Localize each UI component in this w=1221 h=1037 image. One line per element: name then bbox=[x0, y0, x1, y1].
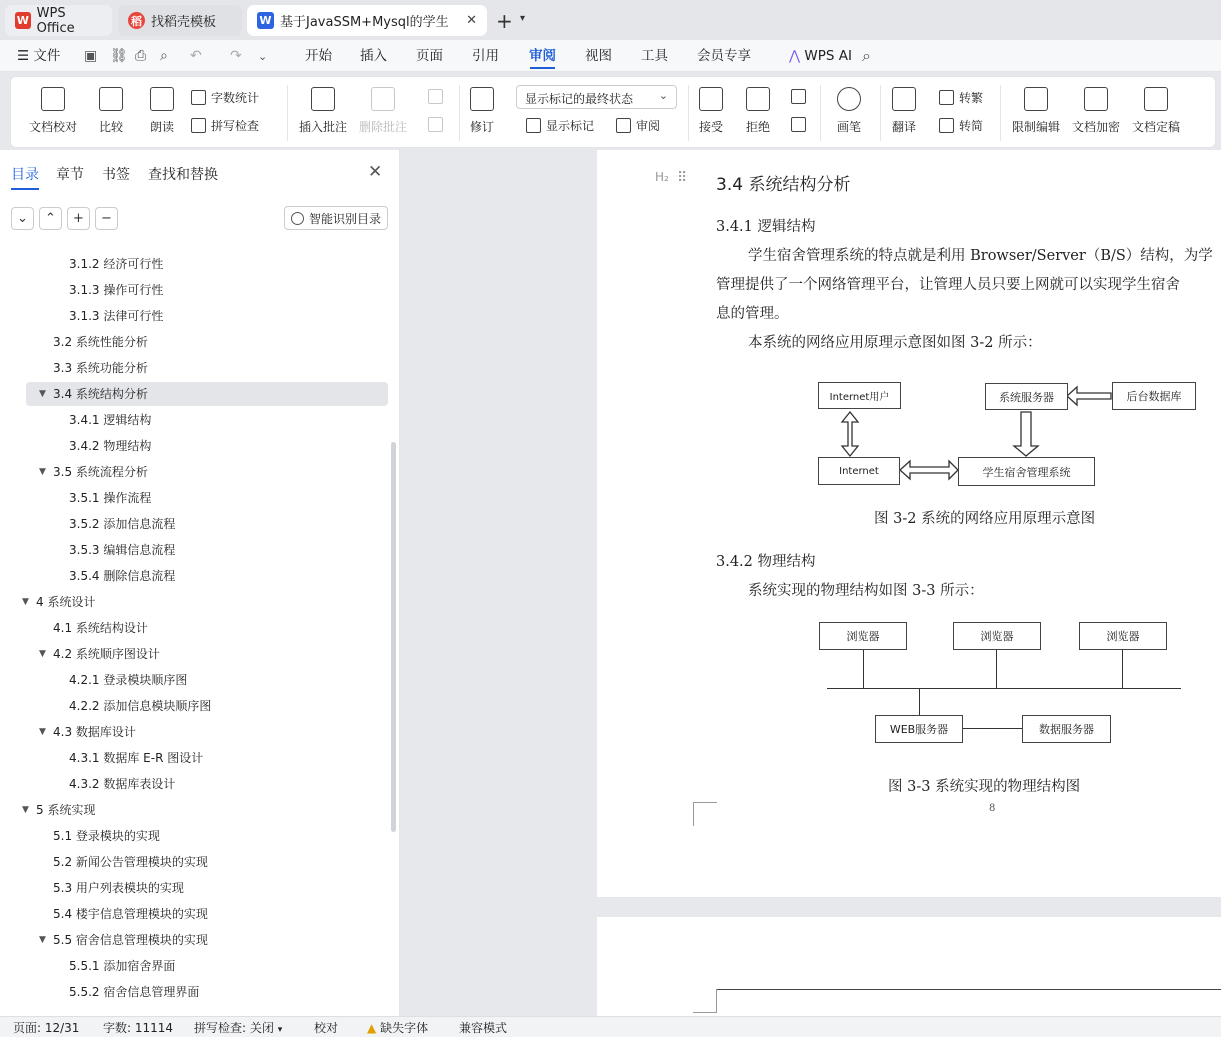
document-page bbox=[597, 917, 1221, 1016]
show-markup-button[interactable] bbox=[526, 117, 594, 134]
toc-item[interactable] bbox=[0, 746, 388, 770]
toc-scrollbar[interactable] bbox=[391, 442, 396, 832]
review-pane-label: 审阅 bbox=[636, 119, 661, 133]
ribbon-separator bbox=[820, 85, 821, 141]
prev-change-button[interactable] bbox=[791, 89, 811, 104]
toc-item-label: 3.1.2 经济可行性 bbox=[69, 257, 164, 271]
close-tab-icon[interactable]: ✕ bbox=[466, 13, 477, 28]
toc-item[interactable] bbox=[0, 850, 388, 874]
toc-item[interactable] bbox=[0, 824, 388, 848]
margin-mark bbox=[716, 989, 717, 1013]
toc-item-label: 3.4.1 逻辑结构 bbox=[69, 413, 152, 427]
data-server-box: 数据服务器 bbox=[1022, 715, 1111, 743]
next-comment-button[interactable] bbox=[428, 117, 448, 132]
menu-insert[interactable]: 插入 bbox=[360, 48, 387, 64]
save-icon[interactable]: ▣ bbox=[84, 48, 98, 64]
ink-button[interactable] bbox=[837, 87, 861, 135]
document-page bbox=[597, 150, 1221, 897]
review-ribbon bbox=[10, 76, 1216, 148]
encrypt-icon bbox=[1084, 87, 1108, 111]
toc-item[interactable] bbox=[0, 252, 388, 276]
smart-toc-icon bbox=[291, 212, 304, 225]
encrypt-label: 文档加密 bbox=[1072, 120, 1121, 134]
toc-item[interactable] bbox=[0, 928, 388, 952]
paragraph-line: 系统实现的物理结构如图 3-3 所示： bbox=[748, 583, 984, 599]
toc-item-label: 5 系统实现 bbox=[36, 803, 96, 817]
doc-proofread-button[interactable] bbox=[29, 87, 77, 135]
heading-level-marker: H₂ bbox=[655, 170, 669, 184]
tab-document[interactable] bbox=[247, 5, 487, 36]
read-aloud-icon bbox=[150, 87, 174, 111]
toc-item[interactable] bbox=[0, 980, 388, 1004]
toc-item[interactable] bbox=[0, 616, 388, 640]
toc-item[interactable] bbox=[0, 486, 388, 510]
accept-label: 接受 bbox=[699, 120, 724, 134]
subsection-heading: 3.4.1 逻辑结构 bbox=[716, 219, 816, 235]
menu-member[interactable]: 会员专享 bbox=[697, 48, 751, 64]
toc-item-label: 3.5.4 删除信息流程 bbox=[69, 569, 176, 583]
toc-item[interactable] bbox=[0, 512, 388, 536]
word-doc-icon: W bbox=[257, 12, 274, 29]
tab-daoke-templates[interactable] bbox=[118, 5, 242, 36]
toc-item[interactable] bbox=[0, 330, 388, 354]
reject-button[interactable] bbox=[746, 87, 770, 135]
toc-item-label: 3.4.2 物理结构 bbox=[69, 439, 152, 453]
tab-label: WPS Office bbox=[36, 5, 75, 36]
toc-item-label: 3.5.1 操作流程 bbox=[69, 491, 152, 505]
figure-caption: 图 3-2 系统的网络应用原理示意图 bbox=[874, 511, 1096, 527]
margin-mark bbox=[693, 802, 717, 803]
to-traditional-button[interactable] bbox=[939, 89, 983, 106]
track-changes-icon bbox=[470, 87, 494, 111]
next-change-icon bbox=[791, 117, 806, 132]
paragraph-line: 管理提供了一个网络管理平台，让管理人员只要上网就可以实现学生宿舍 bbox=[716, 277, 1180, 293]
tab-wps-office[interactable] bbox=[5, 5, 112, 36]
system-server-box: 系统服务器 bbox=[985, 383, 1068, 410]
toc-item[interactable] bbox=[0, 954, 388, 978]
missing-font-status[interactable] bbox=[367, 1019, 428, 1036]
double-arrow-vertical bbox=[842, 412, 858, 456]
redo-icon[interactable]: ↷ bbox=[230, 48, 242, 64]
chevron-down-icon: ⌄ bbox=[658, 89, 668, 102]
paragraph-line: 本系统的网络应用原理示意图如图 3-2 所示： bbox=[748, 335, 1042, 351]
track-changes-button[interactable] bbox=[470, 87, 494, 135]
undo-icon[interactable]: ↶ bbox=[190, 48, 202, 64]
proofread-icon bbox=[41, 87, 65, 111]
simplified-icon bbox=[939, 118, 954, 133]
word-count-button[interactable] bbox=[191, 89, 259, 106]
toc-item[interactable] bbox=[0, 356, 388, 380]
to-simplified-label: 转简 bbox=[959, 119, 984, 133]
wps-logo-icon: W bbox=[16, 14, 29, 27]
insert-comment-icon bbox=[311, 87, 335, 111]
print-preview-icon[interactable]: ⌕ bbox=[160, 48, 168, 64]
add-heading-button[interactable]: + bbox=[67, 207, 90, 230]
tab-label: 找稻壳模板 bbox=[151, 15, 217, 30]
toc-item-label: 3.3 系统功能分析 bbox=[53, 361, 148, 375]
new-tab-button[interactable]: + bbox=[496, 9, 513, 33]
toc-item-label: 3.5.2 添加信息流程 bbox=[69, 517, 176, 531]
spell-check-icon bbox=[191, 118, 206, 133]
review-pane-icon bbox=[616, 118, 631, 133]
toc-item[interactable] bbox=[0, 538, 388, 562]
toc-item-label: 5.5.2 宿舍信息管理界面 bbox=[69, 985, 200, 999]
smart-toc-label: 智能识别目录 bbox=[308, 211, 381, 226]
markup-state-value: 显示标记的最终状态 bbox=[525, 92, 634, 106]
collapse-up-button[interactable]: ⌃ bbox=[39, 207, 62, 230]
quick-access-chevron-icon[interactable]: ⌄ bbox=[258, 50, 268, 63]
next-comment-icon bbox=[428, 117, 443, 132]
toc-item-label: 4 系统设计 bbox=[36, 595, 96, 609]
print-icon[interactable]: ⎙ bbox=[135, 48, 147, 64]
ribbon-separator bbox=[459, 85, 460, 141]
toc-item[interactable] bbox=[0, 408, 388, 432]
connector-line bbox=[863, 649, 864, 688]
compare-label: 比较 bbox=[99, 120, 124, 134]
toc-item[interactable] bbox=[0, 590, 388, 614]
word-count-icon bbox=[191, 90, 206, 105]
read-aloud-button[interactable] bbox=[150, 87, 174, 135]
menu-reference[interactable]: 引用 bbox=[472, 48, 499, 64]
toc-item-label: 4.1 系统结构设计 bbox=[53, 621, 148, 635]
toc-item[interactable] bbox=[0, 720, 388, 744]
translate-icon bbox=[892, 87, 916, 111]
drag-handle-icon[interactable]: ⠿ bbox=[677, 170, 688, 186]
status-bar bbox=[0, 1016, 1221, 1037]
toc-item-label: 5.3 用户列表模块的实现 bbox=[53, 881, 184, 895]
prev-change-icon bbox=[791, 89, 806, 104]
backend-database-box: 后台数据库 bbox=[1112, 382, 1196, 410]
review-pane-button[interactable] bbox=[616, 117, 660, 134]
show-markup-label: 显示标记 bbox=[546, 119, 595, 133]
toc-item-label: 3.1.3 法律可行性 bbox=[69, 309, 164, 323]
toc-item[interactable] bbox=[0, 876, 388, 900]
spell-check-label: 拼写检查 bbox=[211, 119, 260, 133]
toc-item-label: 3.5.3 编辑信息流程 bbox=[69, 543, 176, 557]
arrow-left bbox=[1067, 387, 1111, 405]
toc-item-label: 3.1.3 操作可行性 bbox=[69, 283, 164, 297]
connector-line bbox=[996, 649, 997, 688]
page-number: 8 bbox=[989, 803, 996, 814]
toc-item[interactable] bbox=[0, 564, 388, 588]
section-heading: 3.4 系统结构分析 bbox=[716, 175, 851, 195]
delete-comment-button[interactable] bbox=[359, 87, 407, 135]
daoke-logo-icon: 稻 bbox=[128, 12, 145, 29]
insert-comment-button[interactable] bbox=[299, 87, 347, 135]
toc-item[interactable] bbox=[0, 434, 388, 458]
tab-sections[interactable]: 章节 bbox=[56, 167, 84, 183]
toc-item[interactable] bbox=[0, 642, 388, 666]
file-menu[interactable]: ☰ 文件 bbox=[17, 48, 61, 64]
ribbon-separator bbox=[1000, 85, 1001, 141]
margin-mark bbox=[693, 802, 694, 826]
delete-comment-icon bbox=[371, 87, 395, 111]
close-icon[interactable]: ✕ bbox=[368, 162, 383, 182]
menu-start[interactable]: 开始 bbox=[305, 48, 332, 64]
toc-item[interactable] bbox=[0, 668, 388, 692]
toc-item[interactable] bbox=[0, 460, 388, 484]
spell-check-button[interactable] bbox=[191, 117, 259, 134]
margin-mark bbox=[693, 1012, 717, 1013]
double-arrow-horizontal bbox=[900, 461, 958, 479]
toc-item[interactable] bbox=[0, 304, 388, 328]
tab-bookmarks[interactable]: 书签 bbox=[102, 167, 130, 183]
read-aloud-label: 朗读 bbox=[150, 120, 175, 134]
show-markup-icon bbox=[526, 118, 541, 133]
traditional-icon bbox=[939, 90, 954, 105]
toc-item-label: 5.2 新闻公告管理模块的实现 bbox=[53, 855, 208, 869]
ribbon-separator bbox=[287, 85, 288, 141]
toc-item-label: 5.5 宿舍信息管理模块的实现 bbox=[53, 933, 208, 947]
toc-item-label: 5.1 登录模块的实现 bbox=[53, 829, 160, 843]
expand-arrow-icon[interactable]: ▼ bbox=[22, 597, 29, 607]
bus-line bbox=[827, 688, 1181, 689]
toc-item-label: 4.3 数据库设计 bbox=[53, 725, 136, 739]
word-count-status[interactable]: 字数: 11114 bbox=[103, 1021, 174, 1035]
toc-item-label: 4.3.1 数据库 E-R 图设计 bbox=[69, 751, 204, 765]
finalize-label: 文档定稿 bbox=[1132, 120, 1181, 134]
connector-line bbox=[962, 728, 1022, 729]
insert-comment-label: 插入批注 bbox=[299, 120, 348, 134]
toc-item-label: 3.4 系统结构分析 bbox=[53, 387, 148, 401]
expand-arrow-icon[interactable]: ▼ bbox=[22, 805, 29, 815]
menu-page[interactable]: 页面 bbox=[416, 48, 443, 64]
tab-label: 基于JavaSSM+Mysql的学生 bbox=[280, 15, 449, 30]
ribbon-separator bbox=[880, 85, 881, 141]
tab-find-replace[interactable]: 查找和替换 bbox=[148, 167, 218, 183]
toc-item-label: 4.2 系统顺序图设计 bbox=[53, 647, 160, 661]
menu-bar bbox=[0, 40, 1221, 72]
encrypt-button[interactable] bbox=[1072, 87, 1120, 135]
toc-item-label: 4.3.2 数据库表设计 bbox=[69, 777, 176, 791]
menu-view[interactable]: 视图 bbox=[585, 48, 612, 64]
spell-check-status[interactable] bbox=[194, 1019, 282, 1036]
tab-toc[interactable]: 目录 bbox=[11, 164, 39, 184]
toc-item[interactable] bbox=[0, 278, 388, 302]
menu-tools[interactable]: 工具 bbox=[641, 48, 668, 64]
spell-check-status-label: 拼写检查: 关闭 bbox=[194, 1021, 274, 1035]
ribbon-separator bbox=[688, 85, 689, 141]
expand-arrow-icon[interactable]: ▼ bbox=[39, 727, 46, 737]
paragraph-line: 学生宿舍管理系统的特点就是利用 Browser/Server（B/S）结构，为学 bbox=[748, 248, 1213, 264]
toc-item-label: 4.2.2 添加信息模块顺序图 bbox=[69, 699, 212, 713]
expand-down-button[interactable]: ⌄ bbox=[11, 207, 34, 230]
prev-comment-icon bbox=[428, 89, 443, 104]
track-changes-label: 修订 bbox=[470, 120, 495, 134]
accept-icon bbox=[699, 87, 723, 111]
smart-toc-button[interactable] bbox=[284, 206, 388, 230]
web-server-box: WEB服务器 bbox=[875, 715, 963, 743]
to-traditional-label: 转繁 bbox=[959, 91, 984, 105]
expand-arrow-icon[interactable]: ▼ bbox=[39, 389, 46, 399]
chevron-down-icon: ▾ bbox=[277, 1025, 283, 1035]
toc-item-label: 5.4 楼宇信息管理模块的实现 bbox=[53, 907, 208, 921]
pen-icon bbox=[837, 87, 861, 111]
subsection-heading: 3.4.2 物理结构 bbox=[716, 554, 816, 570]
ink-label: 画笔 bbox=[837, 120, 862, 134]
finalize-icon bbox=[1144, 87, 1168, 111]
toc-item[interactable] bbox=[0, 798, 388, 822]
reject-icon bbox=[746, 87, 770, 111]
toc-item[interactable] bbox=[0, 772, 388, 796]
search-icon[interactable]: ⌕ bbox=[862, 46, 871, 65]
internet-box: Internet bbox=[818, 457, 900, 485]
tab-bar bbox=[0, 0, 1221, 40]
toc-item-label: 4.2.1 登录模块顺序图 bbox=[69, 673, 188, 687]
connector-line bbox=[1122, 649, 1123, 688]
connector-line bbox=[919, 688, 920, 715]
browser-box: 浏览器 bbox=[953, 622, 1041, 650]
toc-item[interactable] bbox=[26, 382, 388, 406]
toc-item-label: 3.5 系统流程分析 bbox=[53, 465, 148, 479]
proofread-status[interactable]: 校对 bbox=[314, 1021, 339, 1035]
toc-item[interactable] bbox=[0, 902, 388, 926]
document-area bbox=[401, 150, 1221, 1016]
dorm-system-box: 学生宿舍管理系统 bbox=[958, 457, 1095, 486]
page-indicator[interactable]: 页面: 12/31 bbox=[13, 1021, 80, 1035]
expand-arrow-icon[interactable]: ▼ bbox=[39, 935, 46, 945]
remove-heading-button[interactable]: − bbox=[95, 207, 118, 230]
toc-item[interactable] bbox=[0, 694, 388, 718]
missing-font-label: 缺失字体 bbox=[380, 1021, 429, 1035]
wps-ai-label: WPS AI bbox=[804, 48, 852, 64]
compare-button[interactable] bbox=[99, 87, 123, 135]
file-menu-label: 文件 bbox=[33, 48, 61, 64]
menu-review[interactable]: 审阅 bbox=[529, 40, 556, 72]
toc-item-label: 5.5.1 添加宿舍界面 bbox=[69, 959, 176, 973]
accept-button[interactable] bbox=[699, 87, 723, 135]
markup-state-select[interactable] bbox=[516, 85, 677, 109]
compat-mode-status[interactable]: 兼容模式 bbox=[459, 1021, 508, 1035]
doc-proofread-label: 文档校对 bbox=[29, 120, 78, 134]
arrow-down bbox=[1014, 412, 1038, 456]
compare-icon bbox=[99, 87, 123, 111]
reject-label: 拒绝 bbox=[746, 120, 771, 134]
internet-user-box: Internet用户 bbox=[818, 382, 901, 409]
warning-icon: ▲ bbox=[367, 1021, 377, 1035]
restrict-edit-icon bbox=[1024, 87, 1048, 111]
page-rule bbox=[716, 989, 1221, 990]
restrict-edit-button[interactable] bbox=[1012, 87, 1060, 135]
translate-label: 翻译 bbox=[892, 120, 917, 134]
next-change-button[interactable] bbox=[791, 117, 811, 132]
browser-box: 浏览器 bbox=[1079, 622, 1167, 650]
delete-comment-label: 删除批注 bbox=[359, 120, 408, 134]
paragraph-line: 息的管理。 bbox=[716, 306, 789, 322]
share-icon[interactable]: ⛓ bbox=[110, 48, 128, 64]
expand-arrow-icon[interactable]: ▼ bbox=[39, 467, 46, 477]
word-count-label: 字数统计 bbox=[211, 91, 260, 105]
prev-comment-button[interactable] bbox=[428, 89, 448, 104]
restrict-edit-label: 限制编辑 bbox=[1012, 120, 1061, 134]
navigation-pane bbox=[0, 150, 400, 1016]
tab-list-chevron-icon[interactable]: ▾ bbox=[520, 13, 526, 24]
expand-arrow-icon[interactable]: ▼ bbox=[39, 649, 46, 659]
browser-box: 浏览器 bbox=[819, 622, 907, 650]
figure-caption: 图 3-3 系统实现的物理结构图 bbox=[888, 779, 1081, 795]
finalize-button[interactable] bbox=[1132, 87, 1180, 135]
translate-button[interactable] bbox=[892, 87, 916, 135]
wps-ai-icon: ⋀ bbox=[789, 48, 801, 64]
to-simplified-button[interactable] bbox=[939, 117, 983, 134]
wps-ai-button[interactable] bbox=[789, 40, 852, 72]
toc-item-label: 3.2 系统性能分析 bbox=[53, 335, 148, 349]
